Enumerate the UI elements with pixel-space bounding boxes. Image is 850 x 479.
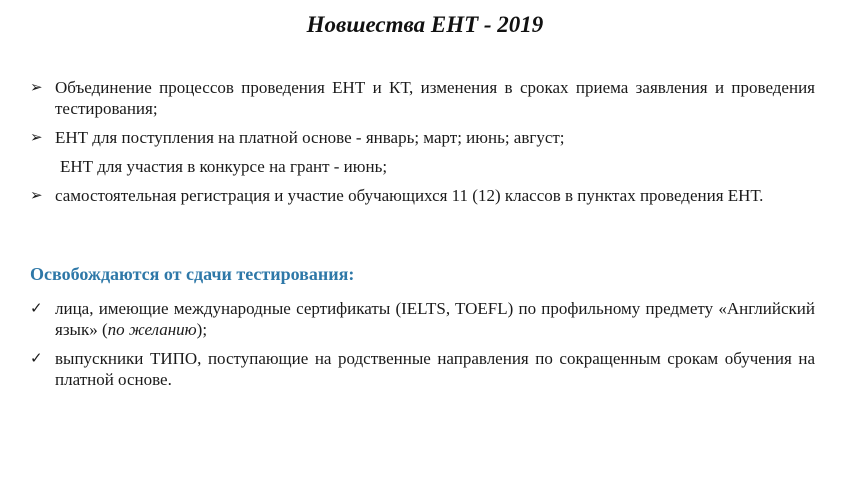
arrow-bullet-icon: ➢: [30, 186, 43, 204]
exemptions-heading: Освобождаются от сдачи тестирования:: [30, 264, 355, 284]
list-item-merge: [30, 77, 815, 119]
exemption-text: [55, 299, 815, 339]
check-bullet-icon: ✓: [30, 299, 43, 317]
list-item-text: самостоятельная регистрация и участие обучающихся 11 (12) классов в пунктах проведения ЕНТ.: [55, 186, 764, 205]
exemption-text: выпускники ТИПО, поступающие на родственные направления по сокращенным срокам обучения на платной основе.: [55, 349, 815, 389]
exemption-item-tipo: [30, 348, 815, 390]
list-item-text: Объединение процессов проведения ЕНТ и КТ, изменения в сроках приема заявления и проведения тестирования;: [55, 78, 815, 118]
list-item-grant-date: [30, 156, 815, 177]
check-bullet-icon: ✓: [30, 349, 43, 367]
exemptions-list: [30, 298, 815, 398]
list-item-text: ЕНТ для участия в конкурсе на грант - июнь;: [60, 157, 388, 176]
exemption-text-main: лица, имеющие международные сертификаты (IELTS, TOEFL) по профильному предмету «Английский язык» (: [55, 299, 815, 339]
list-item-text: ЕНТ для поступления на платной основе - январь; март; июнь; август;: [55, 128, 565, 147]
arrow-bullet-icon: ➢: [30, 128, 43, 146]
exemption-item-certificates: [30, 298, 815, 340]
arrow-bullet-icon: ➢: [30, 78, 43, 96]
slide-title: Новшества ЕНТ - 2019: [306, 12, 544, 37]
exemption-text-end: );: [196, 320, 208, 339]
list-item-self-registration: [30, 185, 815, 206]
list-item-paid-dates: [30, 127, 815, 148]
innovations-list: [30, 77, 815, 214]
exemption-text-italic: по желанию: [107, 320, 197, 339]
